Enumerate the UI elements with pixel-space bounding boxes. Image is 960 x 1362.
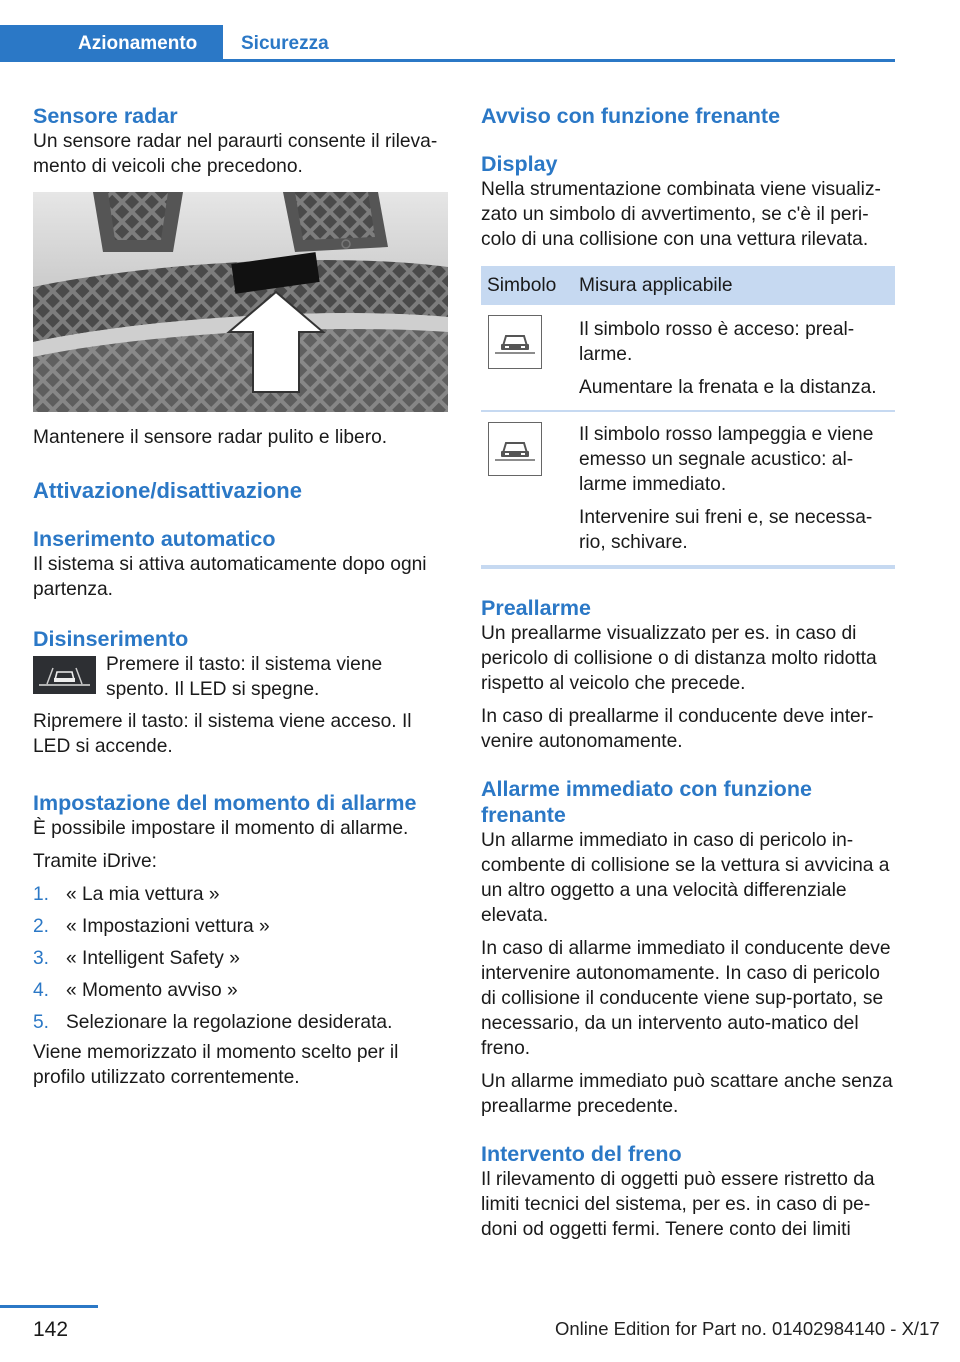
col-header-measure: Misura applicabile <box>579 266 895 305</box>
measure-cell <box>579 305 895 411</box>
radar-sensor-photo <box>33 192 448 412</box>
deactivation-heading: Disinserimento <box>33 627 189 651</box>
tab-azionamento[interactable]: Azionamento <box>0 25 223 62</box>
measure-cell <box>579 411 895 567</box>
measure-line-2: Aumentare la frenata e la distanza. <box>579 377 877 398</box>
brake-intervention-heading: Intervento del freno <box>481 1142 682 1166</box>
radar-button-icon <box>33 656 96 694</box>
reactivation-text: Ripremere il tasto: il sistema viene acceso. Il LED si accende. <box>33 711 412 757</box>
warning-time-heading: Impostazione del momento di allarme <box>33 791 417 815</box>
list-item <box>33 978 448 1003</box>
brake-warning-heading: Avviso con funzione frenante <box>481 104 781 128</box>
prealarm-heading: Preallarme <box>481 596 591 620</box>
symbol-table <box>481 266 895 569</box>
activation-heading: Attivazione/disattivazione <box>33 478 302 503</box>
header-divider <box>223 59 895 62</box>
auto-activation-heading: Inserimento automatico <box>33 527 276 551</box>
header-bar <box>0 0 960 62</box>
tab-sicurezza[interactable]: Sicurezza <box>241 33 329 54</box>
symbol-cell <box>481 305 579 411</box>
measure-line-1: Il simbolo rosso è acceso: preal-larme. <box>579 319 855 365</box>
step-text: « La mia vettura » <box>66 884 220 905</box>
left-column <box>33 100 448 1090</box>
prealarm-text-2: In caso di preallarme il conducente deve inter-venire autonomamente. <box>481 706 874 752</box>
step-number: 1. <box>33 884 50 905</box>
list-item <box>33 882 448 907</box>
step-number: 5. <box>33 1012 50 1033</box>
deactivation-block <box>33 652 448 704</box>
display-text: Nella strumentazione combinata viene visualiz-zato un simbolo di avvertimento, se c'è il peri-colo di una collisione con una vettura rilevata. <box>481 179 881 250</box>
list-item <box>33 914 448 939</box>
step-text: Selezionare la regolazione desiderata. <box>66 1012 393 1033</box>
prealarm-text-1: Un preallarme visualizzato per es. in caso di pericolo di collisione o di distanza molto ridotta rispetto al veicolo che precede. <box>481 623 877 694</box>
auto-activation-text: Il sistema si attiva automaticamente dopo ogni partenza. <box>33 554 427 600</box>
edition-note: Online Edition for Part no. 01402984140 - X/17 <box>555 1318 940 1339</box>
radar-sensor-heading: Sensore radar <box>33 104 178 128</box>
measure-line-1: Il simbolo rosso lampeggia e viene emesso un segnale acustico: al-larme immediato. <box>579 424 874 495</box>
radar-sensor-text: Un sensore radar nel paraurti consente il rileva-mento di veicoli che precedono. <box>33 131 438 177</box>
car-warning-icon <box>488 422 542 476</box>
step-text: « Intelligent Safety » <box>66 948 240 969</box>
car-warning-icon <box>488 315 542 369</box>
step-number: 2. <box>33 916 50 937</box>
table-row <box>481 411 895 567</box>
symbol-cell <box>481 411 579 567</box>
table-header-row <box>481 266 895 305</box>
step-number: 4. <box>33 980 50 1001</box>
list-item <box>33 946 448 971</box>
right-column <box>481 100 895 1242</box>
table-row <box>481 305 895 411</box>
list-item <box>33 1010 448 1035</box>
immediate-alarm-text-2: In caso di allarme immediato il conducente deve intervenire autonomamente. In caso di pericolo di collisione il conducente viene sup-portato, se necessario, da un intervento auto-matico del freno. <box>481 938 891 1059</box>
via-idrive-text: Tramite iDrive: <box>33 851 158 872</box>
brake-intervention-text: Il rilevamento di oggetti può essere ristretto da limiti tecnici del sistema, per es. in caso di pe-doni od oggetti fermi. Tenere conto dei limiti <box>481 1169 875 1240</box>
immediate-alarm-heading: Allarme immediato con funzione frenante <box>481 777 812 827</box>
display-heading: Display <box>481 152 558 176</box>
col-header-symbol: Simbolo <box>481 266 579 305</box>
page-number: 142 <box>33 1318 69 1341</box>
measure-line-2: Intervenire sui freni e, se necessa-rio, schivare. <box>579 507 873 553</box>
step-text: « Momento avviso » <box>66 980 238 1001</box>
step-number: 3. <box>33 948 50 969</box>
bumper-radar-illustration <box>33 192 448 412</box>
warning-time-text: È possibile impostare il momento di allarme. <box>33 818 409 839</box>
footer-divider <box>0 1305 98 1308</box>
idrive-steps <box>33 882 448 1035</box>
saved-profile-text: Viene memorizzato il momento scelto per il profilo utilizzato correntemente. <box>33 1042 399 1088</box>
keep-clean-text: Mantenere il sensore radar pulito e libero. <box>33 427 388 448</box>
immediate-alarm-text-3: Un allarme immediato può scattare anche senza preallarme precedente. <box>481 1071 893 1117</box>
immediate-alarm-text-1: Un allarme immediato in caso di pericolo in-combente di collisione se la vettura si avvicina a un altro oggetto a una velocità differenziale elevata. <box>481 830 890 926</box>
step-text: « Impostazioni vettura » <box>66 916 270 937</box>
deactivation-text: Premere il tasto: il sistema viene spento. Il LED si spegne. <box>106 654 383 700</box>
